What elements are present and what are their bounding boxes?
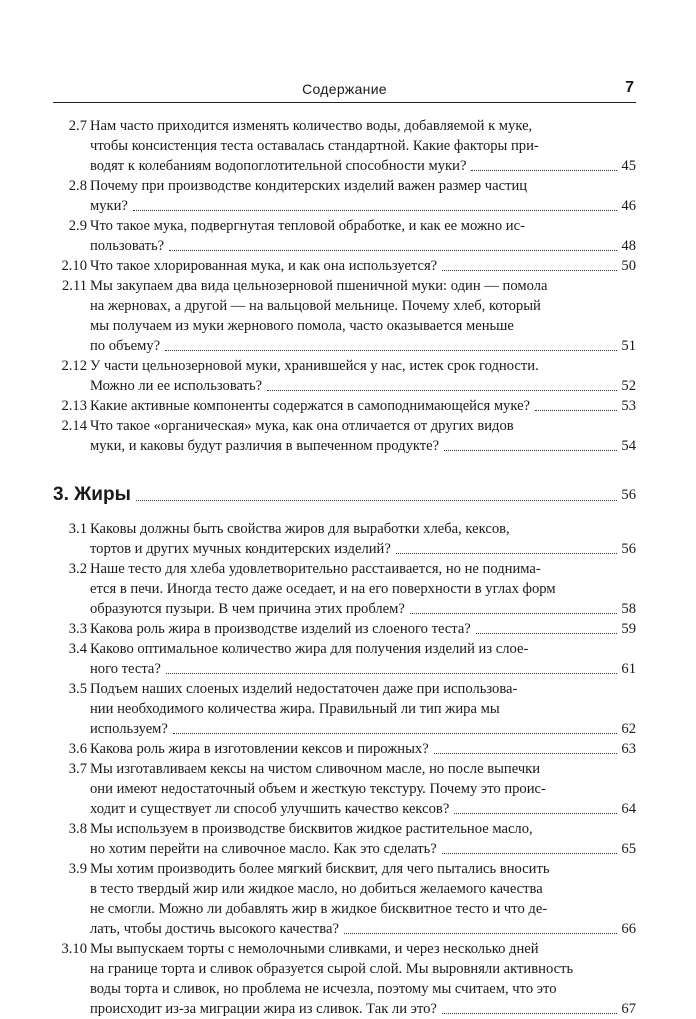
toc-entry-text-line: нии необходимого количества жира. Правильный ли тип жира мы — [90, 701, 500, 717]
toc-entry-text-line: Мы хотим производить более мягкий бисквит, для чего пытались вносить — [90, 861, 550, 877]
toc-entry[interactable] — [53, 276, 636, 356]
table-of-contents — [53, 116, 636, 1019]
dot-leader — [136, 500, 618, 501]
toc-entry-page-number: 56 — [621, 541, 636, 557]
toc-entry-text-line: водят к колебаниям водопоглотительной способности муки? — [90, 158, 467, 174]
toc-entry-text-line: они имеют недостаточный объем и жесткую текстуру. Почему это проис- — [90, 781, 546, 797]
toc-entry-text-line: ходит и существует ли способ улучшить качество кексов? — [90, 801, 450, 817]
toc-entry-number: 3.2 — [68, 561, 87, 577]
dot-leader — [535, 410, 617, 411]
toc-entry-text-line: Почему при производстве кондитерских изделий важен размер частиц — [90, 178, 528, 194]
toc-section-3-list — [53, 519, 636, 1019]
toc-entry-text-line: пользовать? — [90, 238, 165, 254]
dot-leader — [396, 553, 618, 554]
toc-entry-text-line: Каковы должны быть свойства жиров для выработки хлеба, кексов, — [90, 521, 510, 537]
running-header-title: Содержание — [302, 81, 387, 97]
toc-entry-text-line: мы получаем из муки жернового помола, часто оказывается меньше — [90, 318, 514, 334]
toc-entry-last-line — [90, 659, 636, 679]
toc-entry[interactable] — [53, 679, 636, 739]
toc-entry-number: 3.5 — [68, 681, 87, 697]
toc-entry-number: 3.8 — [68, 821, 87, 837]
toc-entry-text-line: Какова роль жира в производстве изделий из слоеного теста? — [90, 621, 471, 637]
toc-entry[interactable] — [53, 519, 636, 559]
toc-entry-number: 3.7 — [68, 761, 87, 777]
dot-leader — [166, 673, 618, 674]
toc-entry-number: 3.9 — [68, 861, 87, 877]
toc-entry[interactable] — [53, 859, 636, 939]
dot-leader — [442, 853, 618, 854]
toc-entry-text-line: Какова роль жира в изготовлении кексов и пирожных? — [90, 741, 429, 757]
toc-entry[interactable] — [53, 176, 636, 216]
toc-entry-text-line: ется в печи. Иногда тесто даже оседает, и на его поверхности в углах форм — [90, 581, 556, 597]
toc-entry-last-line — [90, 336, 636, 356]
toc-entry-number: 3.3 — [68, 621, 87, 637]
toc-entry-page-number: 54 — [621, 438, 636, 454]
toc-entry-number: 2.13 — [61, 398, 87, 414]
toc-entry-page-number: 62 — [621, 721, 636, 737]
toc-entry-last-line — [90, 539, 636, 559]
toc-entry-last-line — [90, 196, 636, 216]
dot-leader — [410, 613, 618, 614]
toc-entry-text-line: на границе торта и сливок образуется сырой слой. Мы выровняли активность — [90, 961, 574, 977]
toc-entry[interactable] — [53, 939, 636, 1019]
toc-entry-page-number: 61 — [621, 661, 636, 677]
toc-entry-text-line: на жерновах, а другой — на вальцовой мельнице. Почему хлеб, который — [90, 298, 541, 314]
dot-leader — [442, 270, 617, 271]
toc-entry-text-line: Мы используем в производстве бисквитов жидкое растительное масло, — [90, 821, 533, 837]
toc-entry-text-line: Подъем наших слоеных изделий недостаточен даже при использова- — [90, 681, 518, 697]
dot-leader — [267, 390, 617, 391]
toc-entry-page-number: 48 — [621, 238, 636, 254]
toc-entry-text-line: Что такое «органическая» мука, как она отличается от других видов — [90, 418, 514, 434]
toc-entry-text-line: Что такое мука, подвергнутая тепловой обработке, и как ее можно ис- — [90, 218, 525, 234]
toc-entry[interactable] — [53, 416, 636, 456]
toc-entry[interactable] — [53, 559, 636, 619]
toc-entry[interactable] — [53, 396, 636, 416]
dot-leader — [444, 450, 617, 451]
toc-entry-page-number: 58 — [621, 601, 636, 617]
toc-entry-page-number: 66 — [621, 921, 636, 937]
toc-entry-last-line — [90, 396, 636, 416]
dot-leader — [173, 733, 618, 734]
toc-entry-page-number: 51 — [621, 338, 636, 354]
dot-leader — [442, 1013, 618, 1014]
toc-entry-text-line: муки? — [90, 198, 128, 214]
toc-entry-text-line: Нам часто приходится изменять количество воды, добавляемой к муке, — [90, 118, 533, 134]
toc-entry-text-line: Каково оптимальное количество жира для получения изделий из слое- — [90, 641, 529, 657]
toc-entry-number: 3.6 — [68, 741, 87, 757]
dot-leader — [454, 813, 617, 814]
toc-entry-text-line: Наше тесто для хлеба удовлетворительно расстаивается, но не поднима- — [90, 561, 541, 577]
toc-entry-page-number: 64 — [621, 801, 636, 817]
dot-leader — [169, 250, 617, 251]
toc-entry[interactable] — [53, 739, 636, 759]
toc-entry-text-line: Что такое хлорированная мука, и как она используется? — [90, 258, 438, 274]
toc-entry-last-line — [90, 739, 636, 759]
toc-entry-text-line: но хотим перейти на сливочное масло. Как это сделать? — [90, 841, 437, 857]
toc-entry-number: 2.12 — [61, 358, 87, 374]
toc-entry-last-line — [90, 256, 636, 276]
toc-entry-text-line: образуются пузыри. В чем причина этих проблем? — [90, 601, 405, 617]
page-number: 7 — [625, 79, 634, 96]
toc-entry-text-line: Можно ли ее использовать? — [90, 378, 263, 394]
toc-entry-last-line — [90, 236, 636, 256]
chapter-title: 3. Жиры — [53, 484, 131, 505]
toc-entry-text-line: по объему? — [90, 338, 161, 354]
toc-entry-number: 3.1 — [68, 521, 87, 537]
toc-entry-page-number: 50 — [621, 258, 636, 274]
toc-section-2-list — [53, 116, 636, 456]
toc-entry-text-line: Какие активные компоненты содержатся в самоподнимающейся муке? — [90, 398, 531, 414]
toc-entry-last-line — [90, 436, 636, 456]
toc-entry-page-number: 46 — [621, 198, 636, 214]
toc-entry-last-line — [90, 839, 636, 859]
toc-entry-number: 2.9 — [68, 218, 87, 234]
toc-entry-text-line: лать, чтобы достичь высокого качества? — [90, 921, 339, 937]
toc-entry-page-number: 63 — [621, 741, 636, 757]
toc-entry-text-line: воды торта и сливок, но проблема не исчезла, поэтому мы считаем, что это — [90, 981, 557, 997]
toc-entry-last-line — [90, 919, 636, 939]
toc-entry-text-line: тортов и других мучных кондитерских изделий? — [90, 541, 391, 557]
dot-leader — [434, 753, 618, 754]
toc-entry-last-line — [90, 156, 636, 176]
toc-entry-text-line: используем? — [90, 721, 168, 737]
chapter-page-number: 56 — [621, 487, 636, 503]
toc-entry-number: 3.10 — [61, 941, 87, 957]
toc-entry-page-number: 65 — [621, 841, 636, 857]
toc-entry-number: 2.10 — [61, 258, 87, 274]
toc-entry-last-line — [90, 376, 636, 396]
toc-entry-text-line: ного теста? — [90, 661, 161, 677]
toc-entry-last-line — [90, 619, 636, 639]
toc-entry-page-number: 53 — [621, 398, 636, 414]
dot-leader — [133, 210, 617, 211]
toc-entry-page-number: 59 — [621, 621, 636, 637]
toc-entry[interactable] — [53, 356, 636, 396]
toc-entry-page-number: 45 — [621, 158, 636, 174]
toc-entry-number: 2.11 — [62, 278, 87, 294]
toc-entry-text-line: не смогли. Можно ли добавлять жир в жидкое бисквитное тесто и что де- — [90, 901, 548, 917]
running-header — [53, 78, 636, 103]
toc-entry-text-line: У части цельнозерновой муки, хранившейся у нас, истек срок годности. — [90, 358, 539, 374]
toc-entry-number: 3.4 — [68, 641, 87, 657]
toc-entry-page-number: 52 — [621, 378, 636, 394]
toc-entry-last-line — [90, 719, 636, 739]
toc-entry[interactable] — [53, 256, 636, 276]
toc-entry-text-line: Мы выпускаем торты с немолочными сливками, и через несколько дней — [90, 941, 539, 957]
toc-entry-last-line — [90, 599, 636, 619]
dot-leader — [476, 633, 618, 634]
toc-entry[interactable] — [53, 759, 636, 819]
dot-leader — [344, 933, 617, 934]
toc-entry[interactable] — [53, 116, 636, 176]
toc-entry-number: 2.7 — [68, 118, 87, 134]
toc-chapter-heading[interactable] — [53, 477, 636, 507]
toc-entry-text-line: в тесто твердый жир или жидкое масло, но добиться желаемого качества — [90, 881, 543, 897]
toc-entry-number: 2.14 — [61, 418, 87, 434]
toc-entry-last-line — [90, 999, 636, 1019]
toc-entry-text-line: муки, и каковы будут различия в выпеченном продукте? — [90, 438, 440, 454]
toc-entry[interactable] — [53, 819, 636, 859]
toc-entry-page-number: 67 — [621, 1001, 636, 1017]
toc-entry[interactable] — [53, 216, 636, 256]
toc-entry-text-line: чтобы консистенция теста оставалась стандартной. Какие факторы при- — [90, 138, 539, 154]
toc-entry-number: 2.8 — [68, 178, 87, 194]
toc-entry-text-line: Мы закупаем два вида цельнозерновой пшеничной муки: один — помола — [90, 278, 548, 294]
dot-leader — [165, 350, 617, 351]
toc-entry-text-line: происходит из-за миграции жира из сливок. Так ли это? — [90, 1001, 437, 1017]
toc-entry[interactable] — [53, 619, 636, 639]
dot-leader — [471, 170, 617, 171]
toc-entry-last-line — [90, 799, 636, 819]
toc-entry-text-line: Мы изготавливаем кексы на чистом сливочном масле, но после выпечки — [90, 761, 541, 777]
toc-entry[interactable] — [53, 639, 636, 679]
